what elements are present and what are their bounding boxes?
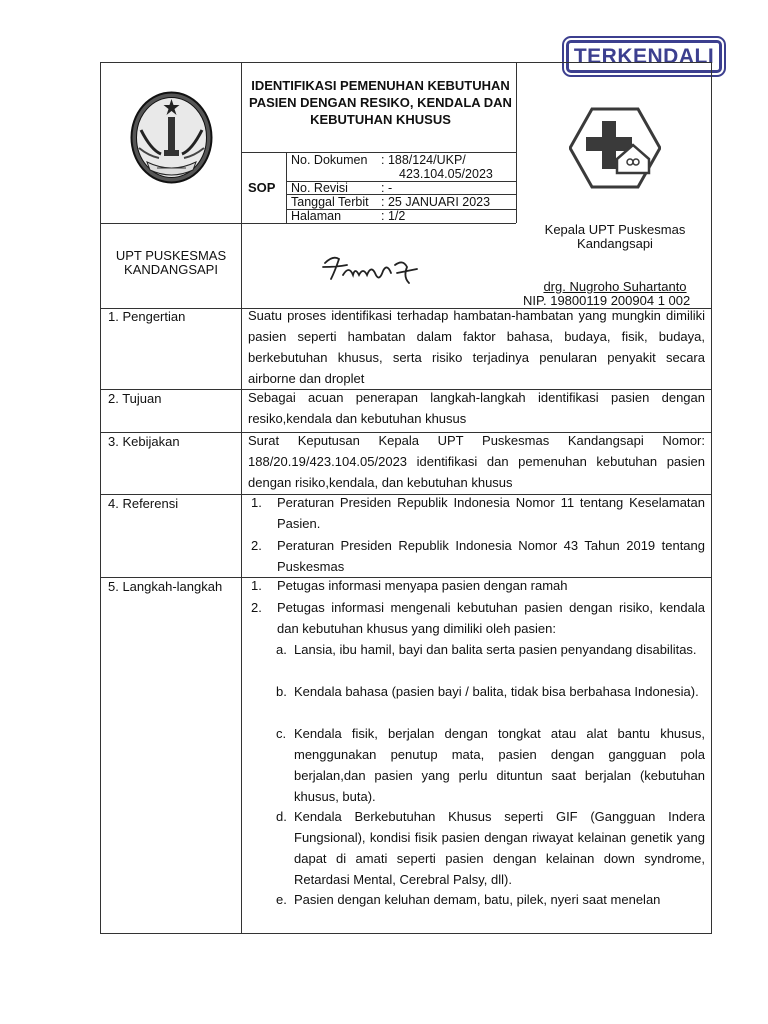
sub-item-letter: a. [276,642,287,657]
tanggal-terbit-row [291,195,490,209]
sub-item: Kendala fisik, berjalan dengan tongkat atau alat bantu khusus, menggunakan penutup mata, pasien dengan gangguan pola berjalan,dan pasien yang perlu dituntun saat berjalan (kebutuhan khusus, buta). [294,726,705,804]
kepala-title [517,223,713,251]
halaman-value: : 1/2 [381,209,406,223]
langkah-label: 5. Langkah-langkah [108,579,223,594]
no-revisi-row [291,181,392,195]
sub-item-letter: b. [276,684,287,699]
unit-line1: UPT PUSKESMAS [115,248,227,263]
signer-nip: NIP. 19800119 200904 1 002 [523,293,691,308]
referensi-item-number: 2. [251,538,262,553]
referensi-item-number: 1. [251,495,262,510]
sub-item-letter: e. [276,892,287,907]
signer-name: drg. Nugroho Suhartanto [543,279,687,294]
no-revisi-value: : - [381,181,393,195]
kebijakan-text: Surat Keputusan Kepala UPT Puskesmas Kandangsapi Nomor: 188/20.19/423.104.05/2023 identifikasi dan pemenuhan kebutuhan pasien dengan risiko,kendala, dan kebutuhan khusus [248,433,705,490]
kota-malang-emblem-icon [129,90,214,185]
sop-title: IDENTIFIKASI PEMENUHAN KEBUTUHAN PASIEN DENGAN RESIKO, KENDALA DAN KEBUTUHAN KHUSUS [249,78,512,127]
puskesmas-logo-icon [569,107,661,189]
signature-icon [319,245,429,291]
tanggal-terbit-value: : 25 JANUARI 2023 [381,195,491,209]
tanggal-terbit-label: Tanggal Terbit [291,195,369,209]
no-dokumen-value: : 188/124/UKP/ [381,153,466,167]
referensi-item: Peraturan Presiden Republik Indonesia Nomor 11 tentang Keselamatan Pasien. [277,495,705,531]
referensi-item: Peraturan Presiden Republik Indonesia Nomor 43 Tahun 2019 tentang Puskesmas [277,538,705,574]
pengertian-label: 1. Pengertian [108,309,186,324]
tujuan-text: Sebagai acuan penerapan langkah-langkah identifikasi pasien dengan resiko,kendala dan kebutuhan khusus [248,390,705,426]
halaman-label: Halaman [291,209,342,223]
no-dokumen-label: No. Dokumen [291,153,368,167]
unit-line2: KANDANGSAPI [124,262,218,277]
sub-item-letter: c. [276,726,287,741]
langkah-item: Petugas informasi mengenali kebutuhan pasien dengan risiko, kendala dan kebutuhan khusus yang dimiliki oleh pasien: [277,600,705,636]
kepala-line2: Kandangsapi [577,236,653,251]
kebijakan-label: 3. Kebijakan [108,434,180,449]
langkah-item: Petugas informasi menyapa pasien dengan ramah [277,578,568,593]
pengertian-text: Suatu proses identifikasi terhadap hambatan-hambatan yang mungkin dimiliki pasien seperti hambatan dalam faktor bahasa, budaya, fisik, budaya, berkebutuhan khusus, serta risiko terjadinya penularan penyakit secara airborne dan droplet [248,308,705,386]
sop-divider [286,152,287,223]
sop-document [100,62,712,934]
langkah-item-number: 1. [251,578,262,593]
no-dokumen-row [291,153,466,167]
no-dokumen-value2: 423.104.05/2023 [399,167,493,181]
header-bottom-divider [101,223,516,224]
sub-item: Kendala bahasa (pasien bayi / balita, tidak bisa berbahasa Indonesia). [294,684,699,699]
sub-item: Pasien dengan keluhan demam, batu, pilek, nyeri saat menelan [294,892,661,907]
sop-label: SOP [248,180,276,195]
no-revisi-label: No. Revisi [291,181,348,195]
referensi-label: 4. Referensi [108,496,179,511]
terkendali-stamp: TERKENDALI [566,40,722,73]
sub-item: Kendala Berkebutuhan Khusus seperti GIF (Gangguan Indera Fungsional), kondisi fisik pasien dengan riwayat kelainan genetik yang dapat di amati seperti pasien dengan kelainan down syndrome, Retardasi Mental, Cerebral Palsy, dll). [294,809,705,887]
kepala-line1: Kepala UPT Puskesmas [544,222,686,237]
unit-name [101,249,241,277]
tujuan-label: 2. Tujuan [108,391,162,406]
sub-item: Lansia, ibu hamil, bayi dan balita serta pasien penyandang disabilitas. [294,642,697,657]
halaman-row [291,209,405,223]
langkah-item-number: 2. [251,600,262,615]
sub-item-letter: d. [276,809,287,824]
column-divider [241,63,242,933]
